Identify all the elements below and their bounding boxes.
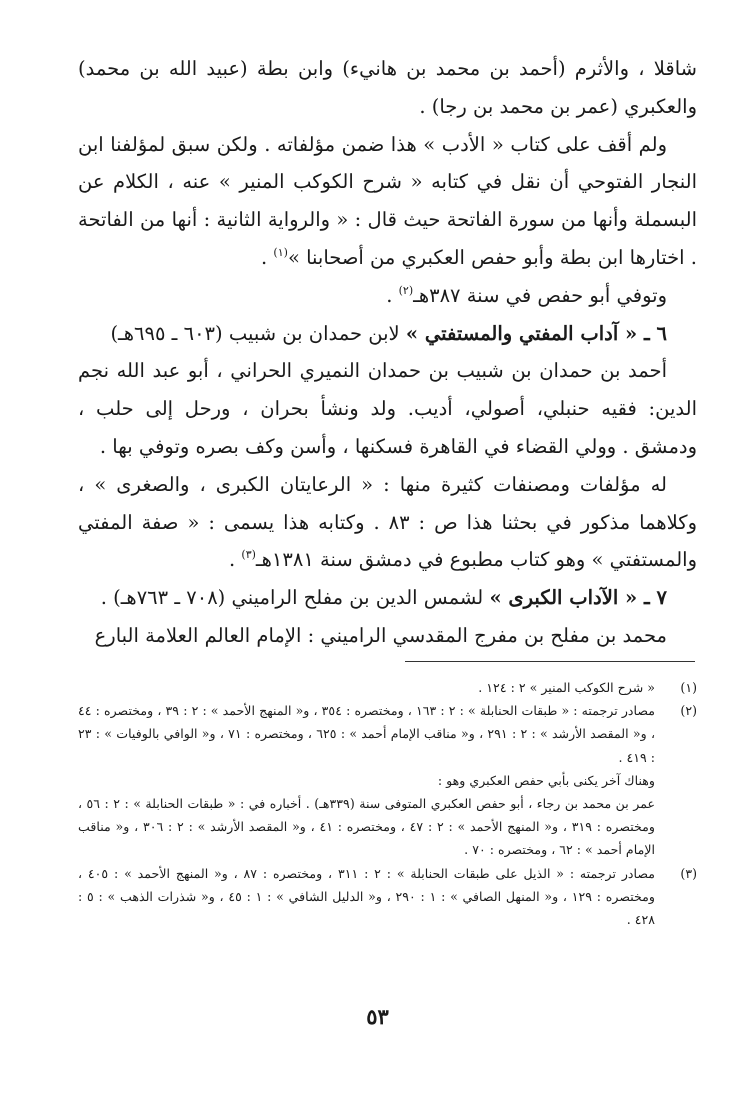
paragraph: محمد بن مفلح بن مفرج المقدسي الراميني : الإمام العالم العلامة البارع [94,623,667,647]
footnote-number: (٣) [680,865,697,881]
footnote-divider [405,661,695,662]
footnotes [78,676,697,931]
paragraph: شاقلا ، والأثرم (أحمد بن محمد بن هانيء) وابن بطة (عبيد الله بن محمد) والعكبري (عمر بن محمد بن رجا) . [78,57,697,118]
paragraph: له مؤلفات ومصنفات كثيرة منها : « الرعايتان الكبرى ، والصغرى » ، وكلاهما مذكور في بحثنا هذا ص : ٨٣ . وكتابه هذا يسمى : « صفة المفتي والمستفتي » وهو كتاب مطبوع في دمشق سنة ١٣٨١هـ$^{(٣)}$ . [78,472,697,572]
footnote-text: مصادر ترجمته : « الذيل على طبقات الحنابلة » : ٢ : ٣١١ ، ومختصره : ٨٧ ، و« المنهج الأحمد » : ٤٠٥ ، ومختصره : ١٢٩ ، و« المنهل الصافي » : ١ : ٢٩٠ ، و« الدليل الشافي » : ١ : ٤٥ ، و« شذرات الذهب » : ٥ : ٤٢٨ . [78,865,656,928]
footnote-ref: (٣) [241,548,256,562]
footnote-text: « شرح الكوكب المنير » ٢ : ١٢٤ . [478,680,655,695]
footnote-text: وهناك آخر يكنى بأبي حفص العكبري وهو : [437,772,655,788]
footnote-number: (٢) [680,703,697,719]
section-heading: ٧ ـ « الآداب الكبرى » لشمس الدين بن مفلح الراميني (٧٠٨ ـ ٧٦٣هـ) . [100,586,667,610]
paragraph: أحمد بن حمدان بن شبيب بن حمدان النميري الحراني ، أبو عبد الله نجم الدين: فقيه حنبلي، أصولي، أديب. ولد ونشأ بحران ، ورحل إلى حلب ، ودمشق . وولي القضاء في القاهرة فسكنها ، وأسن وكف بصره وتوفي بها . [78,359,697,458]
footnote-number: (١) [680,680,697,695]
footnote [78,699,697,861]
footnote-ref: (٢) [398,283,414,297]
footnote-text: مصادر ترجمته : « طبقات الحنابلة » : ٢ : ١٦٣ ، ومختصره : ٣٥٤ ، و« المنهج الأحمد » : ٢ : ٣٩ ، ومختصره : ٤٤ ، و« المقصد الأرشد » : ٢ : ٢٩١ ، و« مناقب الإمام أحمد » : ٦٢٥ ، ومختصره : ٧١ ، و« الوافي بالوفيات » : ٢٣ : ٤١٩ . [78,703,656,765]
paragraph: وتوفي أبو حفص في سنة ٣٨٧هـ$^{(٢)}$ . [386,283,667,307]
section-heading: ٦ ـ « آداب المفتي والمستفتي » لابن حمدان بن شبيب (٦٠٣ ـ ٦٩٥هـ) [110,321,667,345]
footnote-ref: (١) [273,245,288,259]
page-number: ٥٣ [366,1004,389,1029]
footnote [78,676,697,699]
main-text [78,50,697,655]
footnote-text: عمر بن محمد بن رجاء ، أبو حفص العكبري المتوفى سنة (٣٣٩هـ) . أخباره في : « طبقات الحنابلة » : ٢ : ٥٦ ، ومختصره : ٣١٩ ، و« المنهج الأحمد » : ٢ : ٤٧ ، ومختصره : ٤١ ، و« المقصد الأرشد » : ٢ : ٣٠٦ ، و« مناقب الإمام أحمد » : ٦٢ ، ومختصره : ٧٠ . [78,796,656,858]
footnote [78,862,697,932]
paragraph: ولم أقف على كتاب « الأدب » هذا ضمن مؤلفاته . ولكن سبق لمؤلفنا ابن النجار الفتوحي أن نقل في كتابه « شرح الكوكب المنير » عنه ، الكلام عن البسملة وأنها من سورة الفاتحة حيث قال : « والرواية الثانية : أنها من الفاتحة . اختارها ابن بطة وأبو حفص العكبري من أصحابنا »$^{(١)}$ . [78,132,697,269]
